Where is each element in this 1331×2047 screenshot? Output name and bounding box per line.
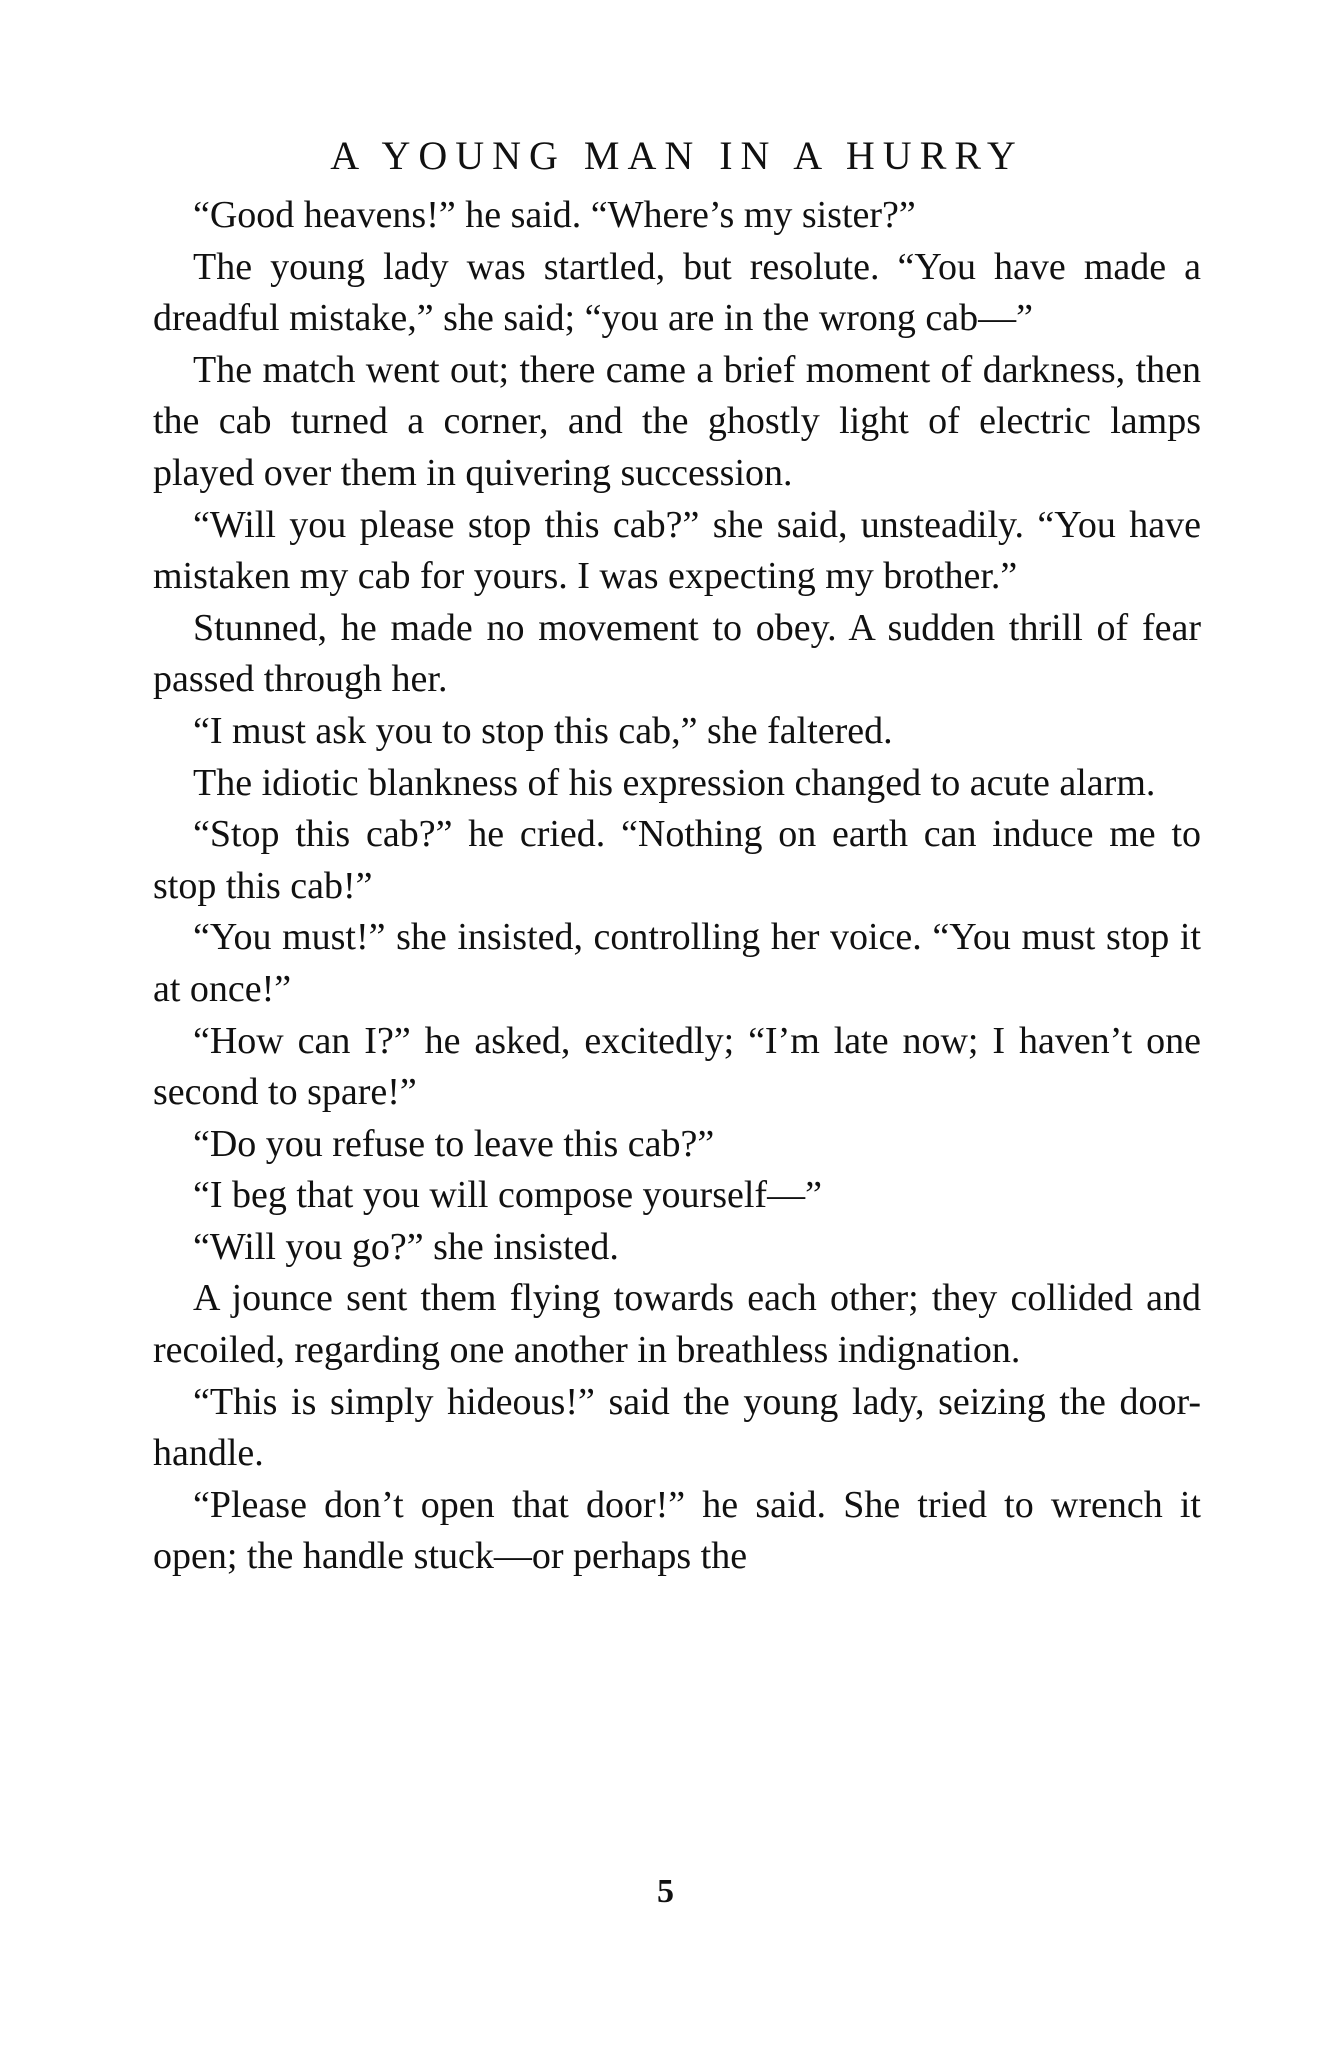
paragraph: “Please don’t open that door!” he said. She tried to wrench it open; the handle stuck—or perhaps the [153,1483,1201,1578]
paragraph: “This is simply hideous!” said the young lady, seizing the door-handle. [153,1380,1201,1475]
paragraph: Stunned, he made no movement to obey. A sudden thrill of fear passed through her. [153,606,1201,701]
book-page [153,132,1201,1583]
paragraph: The young lady was startled, but resolute. “You have made a dreadful mistake,” she said; “you are in the wrong cab—” [153,245,1201,340]
paragraph: “I beg that you will compose yourself—” [193,1174,822,1217]
paragraph: “How can I?” he asked, excitedly; “I’m late now; I haven’t one second to spare!” [153,1019,1201,1114]
page-number: 5 [657,1873,674,1910]
running-head: A YOUNG MAN IN A HURRY [330,133,1024,178]
paragraph: “Will you please stop this cab?” she said, unsteadily. “You have mistaken my cab for yours. I was expecting my brother.” [153,503,1201,598]
paragraph: “I must ask you to stop this cab,” she faltered. [193,709,893,752]
paragraph: The match went out; there came a brief moment of darkness, then the cab turned a corner, and the ghostly light of electric lamps played over them in quivering succession. [153,348,1201,494]
paragraph: A jounce sent them flying towards each other; they collided and recoiled, regarding one another in breathless indignation. [153,1277,1201,1372]
paragraph: “Will you go?” she insisted. [193,1225,619,1268]
paragraph: “Good heavens!” he said. “Where’s my sister?” [193,194,916,236]
paragraph: “Do you refuse to leave this cab?” [193,1122,715,1165]
paragraph: “Stop this cab?” he cried. “Nothing on earth can induce me to stop this cab!” [153,813,1201,907]
paragraph: The idiotic blankness of his expression changed to acute alarm. [193,761,1156,804]
body-text [153,190,1201,1583]
paragraph: “You must!” she insisted, controlling her voice. “You must stop it at once!” [153,916,1201,1010]
